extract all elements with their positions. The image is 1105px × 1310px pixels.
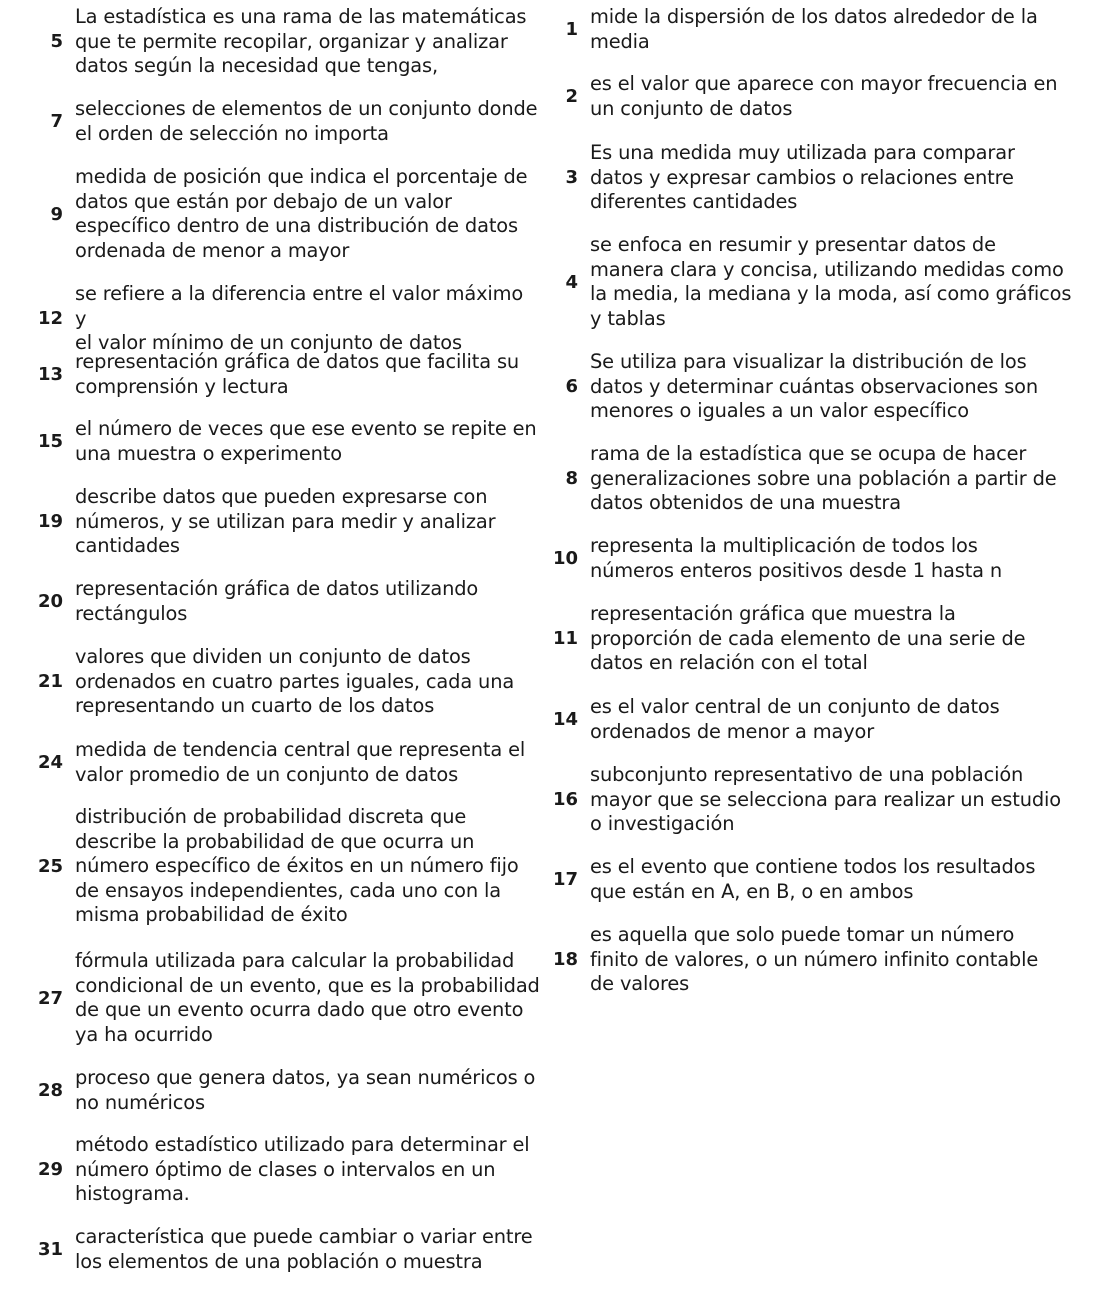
clue-number: 20 <box>37 591 63 612</box>
clue-4 <box>548 233 1093 331</box>
clue-text: describe datos que pueden expresarse con números, y se utilizan para medir y analizar cantidades <box>75 485 496 557</box>
clue-text: es el valor central de un conjunto de datos ordenados de menor a mayor <box>590 695 1000 743</box>
clue-9 <box>25 165 545 263</box>
clue-20 <box>25 577 545 626</box>
clue-text: el número de veces que ese evento se repite en una muestra o experimento <box>75 417 537 465</box>
clue-7 <box>25 97 545 146</box>
clue-number: 13 <box>37 364 63 385</box>
clue-text: fórmula utilizada para calcular la probabilidad condicional de un evento, que es la probabilidad de que un evento ocurra dado que otro evento ya ha ocurrido <box>75 949 540 1046</box>
clue-12 <box>25 282 545 356</box>
clue-text: representación gráfica que muestra la proporción de cada elemento de una serie de datos en relación con el total <box>590 602 1026 674</box>
clue-text: valores que dividen un conjunto de datos ordenados en cuatro partes iguales, cada una representando un cuarto de los datos <box>75 645 515 717</box>
clue-10 <box>548 534 1093 583</box>
clue-28 <box>25 1066 545 1115</box>
clue-15 <box>25 417 545 466</box>
clue-8 <box>548 442 1093 516</box>
clue-24 <box>25 738 545 787</box>
clue-25 <box>25 805 545 928</box>
clue-text: se refiere a la diferencia entre el valor máximo y el valor mínimo de un conjunto de datos <box>75 282 524 354</box>
clue-2 <box>548 72 1093 121</box>
clue-text: método estadístico utilizado para determinar el número óptimo de clases o intervalos en un histograma. <box>75 1133 530 1205</box>
clue-29 <box>25 1133 545 1207</box>
clue-text: medida de tendencia central que representa el valor promedio de un conjunto de datos <box>75 738 526 786</box>
clue-16 <box>548 763 1093 837</box>
clue-text: selecciones de elementos de un conjunto donde el orden de selección no importa <box>75 97 538 145</box>
clue-text: característica que puede cambiar o variar entre los elementos de una población o muestra <box>75 1225 533 1273</box>
clue-text: La estadística es una rama de las matemáticas que te permite recopilar, organizar y analizar datos según la necesidad que tengas, <box>75 5 527 77</box>
clue-text: Es una medida muy utilizada para comparar datos y expresar cambios o relaciones entre diferentes cantidades <box>590 141 1015 213</box>
clue-number: 1 <box>565 19 578 40</box>
clue-text: medida de posición que indica el porcentaje de datos que están por debajo de un valor específico dentro de una distribución de datos ordenada de menor a mayor <box>75 165 528 262</box>
clue-number: 29 <box>37 1159 63 1181</box>
clue-number: 9 <box>50 203 63 225</box>
clue-number: 19 <box>37 511 63 533</box>
clue-13 <box>25 350 545 399</box>
clue-number: 24 <box>37 752 63 773</box>
clue-text: se enfoca en resumir y presentar datos de manera clara y concisa, utilizando medidas como la media, la mediana y la moda, así como gráficos y tablas <box>590 233 1072 330</box>
clue-number: 15 <box>37 431 63 452</box>
clue-27 <box>25 949 545 1047</box>
clue-17 <box>548 855 1093 904</box>
clue-11 <box>548 602 1093 676</box>
clue-number: 4 <box>565 271 578 293</box>
clue-number: 10 <box>552 548 578 569</box>
clue-21 <box>25 645 545 719</box>
clue-number: 21 <box>37 671 63 693</box>
clue-text: representa la multiplicación de todos los números enteros positivos desde 1 hasta n <box>590 534 1003 582</box>
clue-number: 12 <box>37 308 63 330</box>
clue-number: 6 <box>565 376 578 398</box>
clue-text: es el valor que aparece con mayor frecuencia en un conjunto de datos <box>590 72 1058 120</box>
clue-number: 2 <box>565 86 578 107</box>
clue-number: 8 <box>565 468 578 490</box>
clue-number: 31 <box>37 1239 63 1260</box>
clue-18 <box>548 923 1093 997</box>
clue-19 <box>25 485 545 559</box>
clue-text: rama de la estadística que se ocupa de hacer generalizaciones sobre una población a partir de datos obtenidos de una muestra <box>590 442 1057 514</box>
clue-text: es el evento que contiene todos los resultados que están en A, en B, o en ambos <box>590 855 1036 903</box>
clue-text: distribución de probabilidad discreta que describe la probabilidad de que ocurra un número específico de éxitos en un número fijo de ensayos independientes, cada uno con la misma probabilidad de éxito <box>75 805 519 926</box>
clue-text: mide la dispersión de los datos alrededor de la media <box>590 5 1038 53</box>
clue-14 <box>548 695 1093 744</box>
clue-text: proceso que genera datos, ya sean numéricos o no numéricos <box>75 1066 536 1114</box>
clue-number: 28 <box>37 1080 63 1101</box>
clue-number: 11 <box>552 628 578 650</box>
clue-number: 14 <box>552 709 578 730</box>
clue-number: 7 <box>50 111 63 132</box>
clue-number: 16 <box>552 789 578 811</box>
clue-number: 27 <box>37 987 63 1009</box>
clue-5 <box>25 5 545 79</box>
clue-1 <box>548 5 1093 54</box>
clue-number: 18 <box>552 949 578 971</box>
clue-number: 25 <box>37 855 63 877</box>
clue-text: representación gráfica de datos que facilita su comprensión y lectura <box>75 350 520 398</box>
clue-3 <box>548 141 1093 215</box>
clue-number: 17 <box>552 869 578 890</box>
clue-number: 5 <box>50 31 63 53</box>
clue-6 <box>548 350 1093 424</box>
clue-number: 3 <box>565 167 578 189</box>
clue-text: es aquella que solo puede tomar un número finito de valores, o un número infinito contable de valores <box>590 923 1039 995</box>
clue-31 <box>25 1225 545 1274</box>
clue-text: subconjunto representativo de una población mayor que se selecciona para realizar un estudio o investigación <box>590 763 1061 835</box>
clue-text: Se utiliza para visualizar la distribución de los datos y determinar cuántas observaciones son menores o iguales a un valor específico <box>590 350 1039 422</box>
clue-text: representación gráfica de datos utilizando rectángulos <box>75 577 479 625</box>
